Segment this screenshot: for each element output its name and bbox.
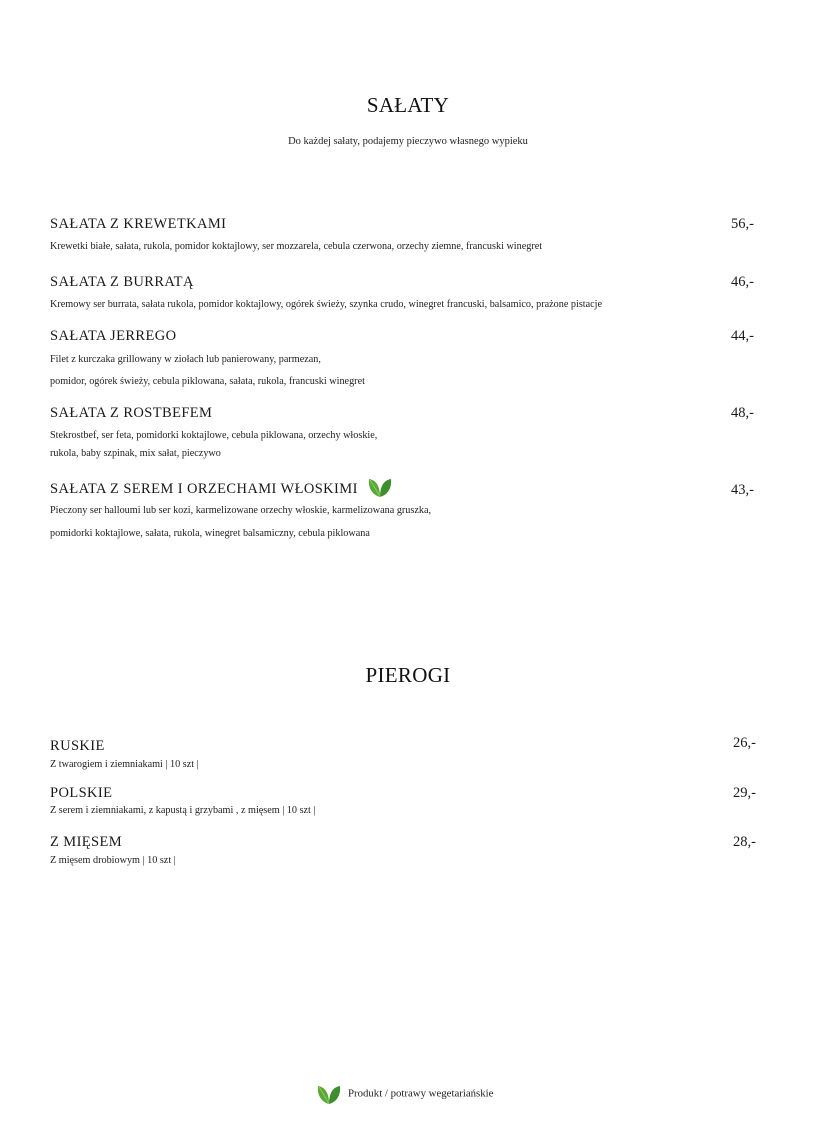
- menu-item-price: 29,-: [733, 785, 756, 801]
- menu-item-name: SAŁATA JERREGO: [50, 328, 177, 344]
- menu-item-price: 44,-: [731, 328, 754, 344]
- menu-item-description: Pieczony ser halloumi lub ser kozi, karmelizowane orzechy włoskie, karmelizowana gruszka,: [50, 505, 432, 516]
- section-subtitle-salaty: Do każdej sałaty, podajemy pieczywo własnego wypieku: [288, 136, 528, 147]
- menu-item-description: Z serem i ziemniakami, z kapustą i grzybami , z mięsem | 10 szt |: [50, 805, 316, 816]
- menu-item-description: Z twarogiem i ziemniakami | 10 szt |: [50, 759, 199, 770]
- menu-item-name: SAŁATA Z KREWETKAMI: [50, 216, 227, 232]
- menu-item-price: 56,-: [731, 216, 754, 232]
- leaf-icon: [316, 1083, 342, 1105]
- section-title-salaty: SAŁATY: [366, 93, 450, 117]
- menu-item-description: rukola, baby szpinak, mix sałat, pieczywo: [50, 448, 221, 459]
- menu-item-price: 26,-: [733, 735, 756, 751]
- menu-item-price: 48,-: [731, 405, 754, 421]
- menu-item-description: Stekrostbef, ser feta, pomidorki koktajlowe, cebula piklowana, orzechy włoskie,: [50, 430, 378, 441]
- menu-item-name: SAŁATA Z ROSTBEFEM: [50, 405, 213, 421]
- menu-item-price: 43,-: [731, 482, 754, 498]
- menu-item-description: Krewetki białe, sałata, rukola, pomidor koktajlowy, ser mozzarela, cebula czerwona, orzechy ziemne, francuski winegret: [50, 241, 543, 252]
- menu-item-name: POLSKIE: [50, 785, 113, 801]
- menu-item-description: Z mięsem drobiowym | 10 szt |: [50, 855, 176, 866]
- menu-item-name-text: SAŁATA Z SEREM I ORZECHAMI WŁOSKIMI: [50, 481, 358, 497]
- menu-item-name: SAŁATA Z BURRATĄ: [50, 274, 194, 290]
- menu-item-name: Z MIĘSEM: [50, 834, 123, 850]
- leaf-icon: [367, 476, 393, 498]
- menu-item-name: RUSKIE: [50, 738, 105, 754]
- legend-text: Produkt / potrawy wegetariańskie: [348, 1087, 494, 1100]
- menu-item-description: pomidor, ogórek świeży, cebula piklowana, sałata, rukola, francuski winegret: [50, 376, 365, 387]
- menu-item-description: Kremowy ser burrata, sałata rukola, pomidor koktajlowy, ogórek świeży, szynka crudo, winegret francuski, balsamico, prażone pistacje: [50, 299, 603, 310]
- menu-item-description: Filet z kurczaka grillowany w ziołach lub panierowany, parmezan,: [50, 354, 321, 365]
- section-title-pierogi: PIEROGI: [365, 663, 451, 687]
- menu-item-price: 46,-: [731, 274, 754, 290]
- menu-item-description: pomidorki koktajlowe, sałata, rukola, winegret balsamiczny, cebula piklowana: [50, 528, 370, 539]
- vegetarian-legend: [316, 1083, 493, 1105]
- menu-item-name: [50, 481, 393, 498]
- menu-item-price: 28,-: [733, 834, 756, 850]
